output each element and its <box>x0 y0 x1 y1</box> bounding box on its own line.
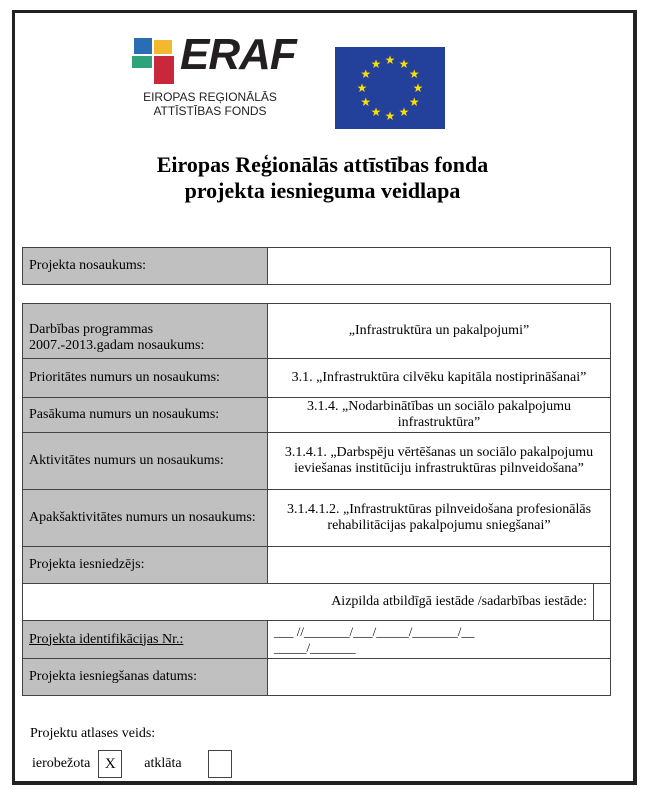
star-icon: ★ <box>412 81 424 95</box>
selection-options <box>32 750 240 778</box>
row-value: 3.1.4.1.2. „Infrastruktūras pilnveidošana profesionālās rehabilitācijas pakalpojumu sniegšanai” <box>268 490 611 547</box>
submission-date-field[interactable] <box>268 659 611 696</box>
star-icon: ★ <box>360 67 372 81</box>
option-restricted-checkbox[interactable]: X <box>98 750 122 778</box>
star-icon: ★ <box>384 109 396 123</box>
project-id-field[interactable]: ___ //_______/___/_____/_______/__ _____/_______ <box>268 621 611 659</box>
star-icon: ★ <box>408 95 420 109</box>
star-icon: ★ <box>398 56 410 71</box>
star-icon: ★ <box>398 105 410 120</box>
star-icon: ★ <box>370 56 382 71</box>
eraf-subtitle: EIROPAS REĢIONĀLĀS ATTĪSTĪBAS FONDS <box>143 90 277 118</box>
project-name-label: Projekta nosaukums: <box>23 248 268 285</box>
star-icon: ★ <box>356 81 368 95</box>
option-open-checkbox[interactable] <box>208 750 232 778</box>
option-restricted-label: ierobežota <box>32 756 91 771</box>
applicant-label: Projekta iesniedzējs: <box>23 547 268 584</box>
eu-flag <box>335 47 445 129</box>
project-id-label: Projekta identifikācijas Nr.: <box>23 621 268 659</box>
star-icon: ★ <box>384 53 396 67</box>
star-icon: ★ <box>360 95 372 109</box>
row-value: 3.1.4. „Nodarbinātības un sociālo pakalpojumu infrastruktūra” <box>268 398 611 433</box>
row-label: Pasākuma numurs un nosaukums: <box>23 398 268 433</box>
row-label: Prioritātes numurs un nosaukums: <box>23 359 268 398</box>
star-icon: ★ <box>408 67 420 81</box>
applicant-field[interactable] <box>268 547 611 584</box>
option-open-label: atklāta <box>144 756 182 771</box>
page-title: Eiropas Reģionālās attīstības fonda projekta iesnieguma veidlapa <box>156 152 489 203</box>
row-value: „Infrastruktūra un pakalpojumi” <box>268 304 611 359</box>
project-name-field[interactable] <box>268 248 611 285</box>
star-icon: ★ <box>370 105 382 120</box>
row-label: Aktivitātes numurs un nosaukums: <box>23 433 268 490</box>
project-name-table <box>22 247 611 285</box>
eraf-wordmark: ERAF <box>180 30 296 79</box>
row-value: 3.1. „Infrastruktūra cilvēku kapitāla nostiprināšanai” <box>268 359 611 398</box>
row-label: Darbības programmas 2007.-2013.gadam nosaukums: <box>23 304 268 359</box>
selection-type-label: Projektu atlases veids: <box>30 726 156 741</box>
project-info-table <box>22 303 611 696</box>
authority-note: Aizpilda atbildīgā iestāde /sadarbības iestāde: <box>23 584 611 621</box>
row-label: Apakšaktivitātes numurs un nosaukums: <box>23 490 268 547</box>
row-value: 3.1.4.1. „Darbspēju vērtēšanas un sociālo pakalpojumu ieviešanas institūciju infrastruktūras pilnveidošana” <box>268 433 611 490</box>
submission-date-label: Projekta iesniegšanas datums: <box>23 659 268 696</box>
